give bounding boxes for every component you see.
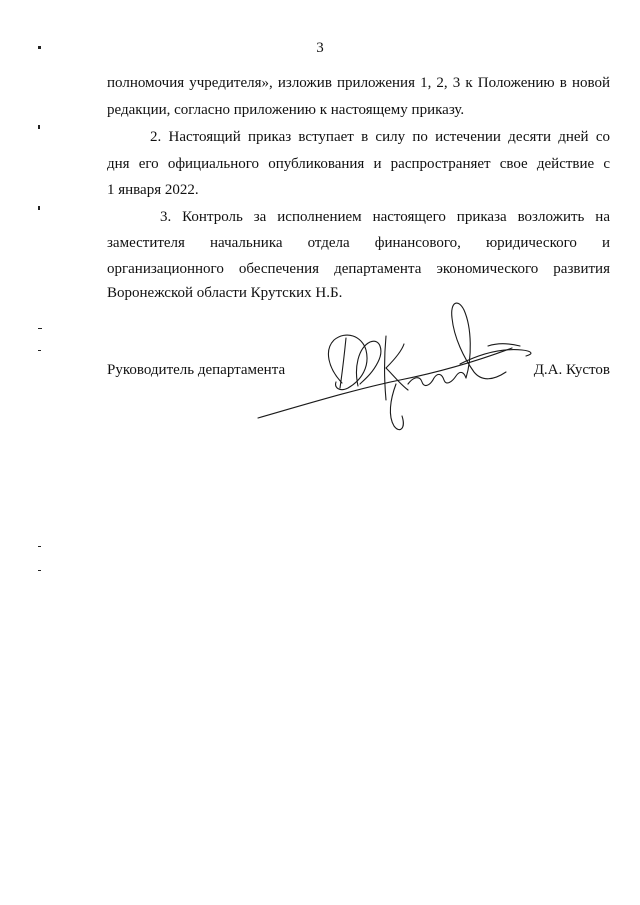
margin-mark [38,350,41,351]
margin-mark [38,546,41,547]
margin-mark [38,570,41,571]
body-line: 1 января 2022. [107,182,199,198]
body-line: дня его официального опубликования и распространяет свое действие с [107,156,610,172]
signer-name: Д.А. Кустов [533,362,610,378]
body-line: 3. Контроль за исполнением настоящего приказа возложить на [160,209,610,225]
body-line: полномочия учредителя», изложив приложения 1, 2, 3 к Положению в новой [107,75,610,91]
body-line: редакции, согласно приложению к настоящему приказу. [107,102,465,118]
body-line: организационного обеспечения департамента экономического развития [107,261,610,277]
margin-mark [38,206,40,210]
margin-mark [38,125,40,129]
page-number: 3 [316,40,324,56]
handwritten-signature [250,288,540,438]
body-line: Воронежской области Крутских Н.Б. [107,285,343,301]
body-line: 2. Настоящий приказ вступает в силу по истечении десяти дней со [150,129,610,145]
margin-mark [38,328,42,329]
body-line: заместителя начальника отдела финансового, юридического и [107,235,610,251]
signer-title: Руководитель департамента [107,362,286,378]
